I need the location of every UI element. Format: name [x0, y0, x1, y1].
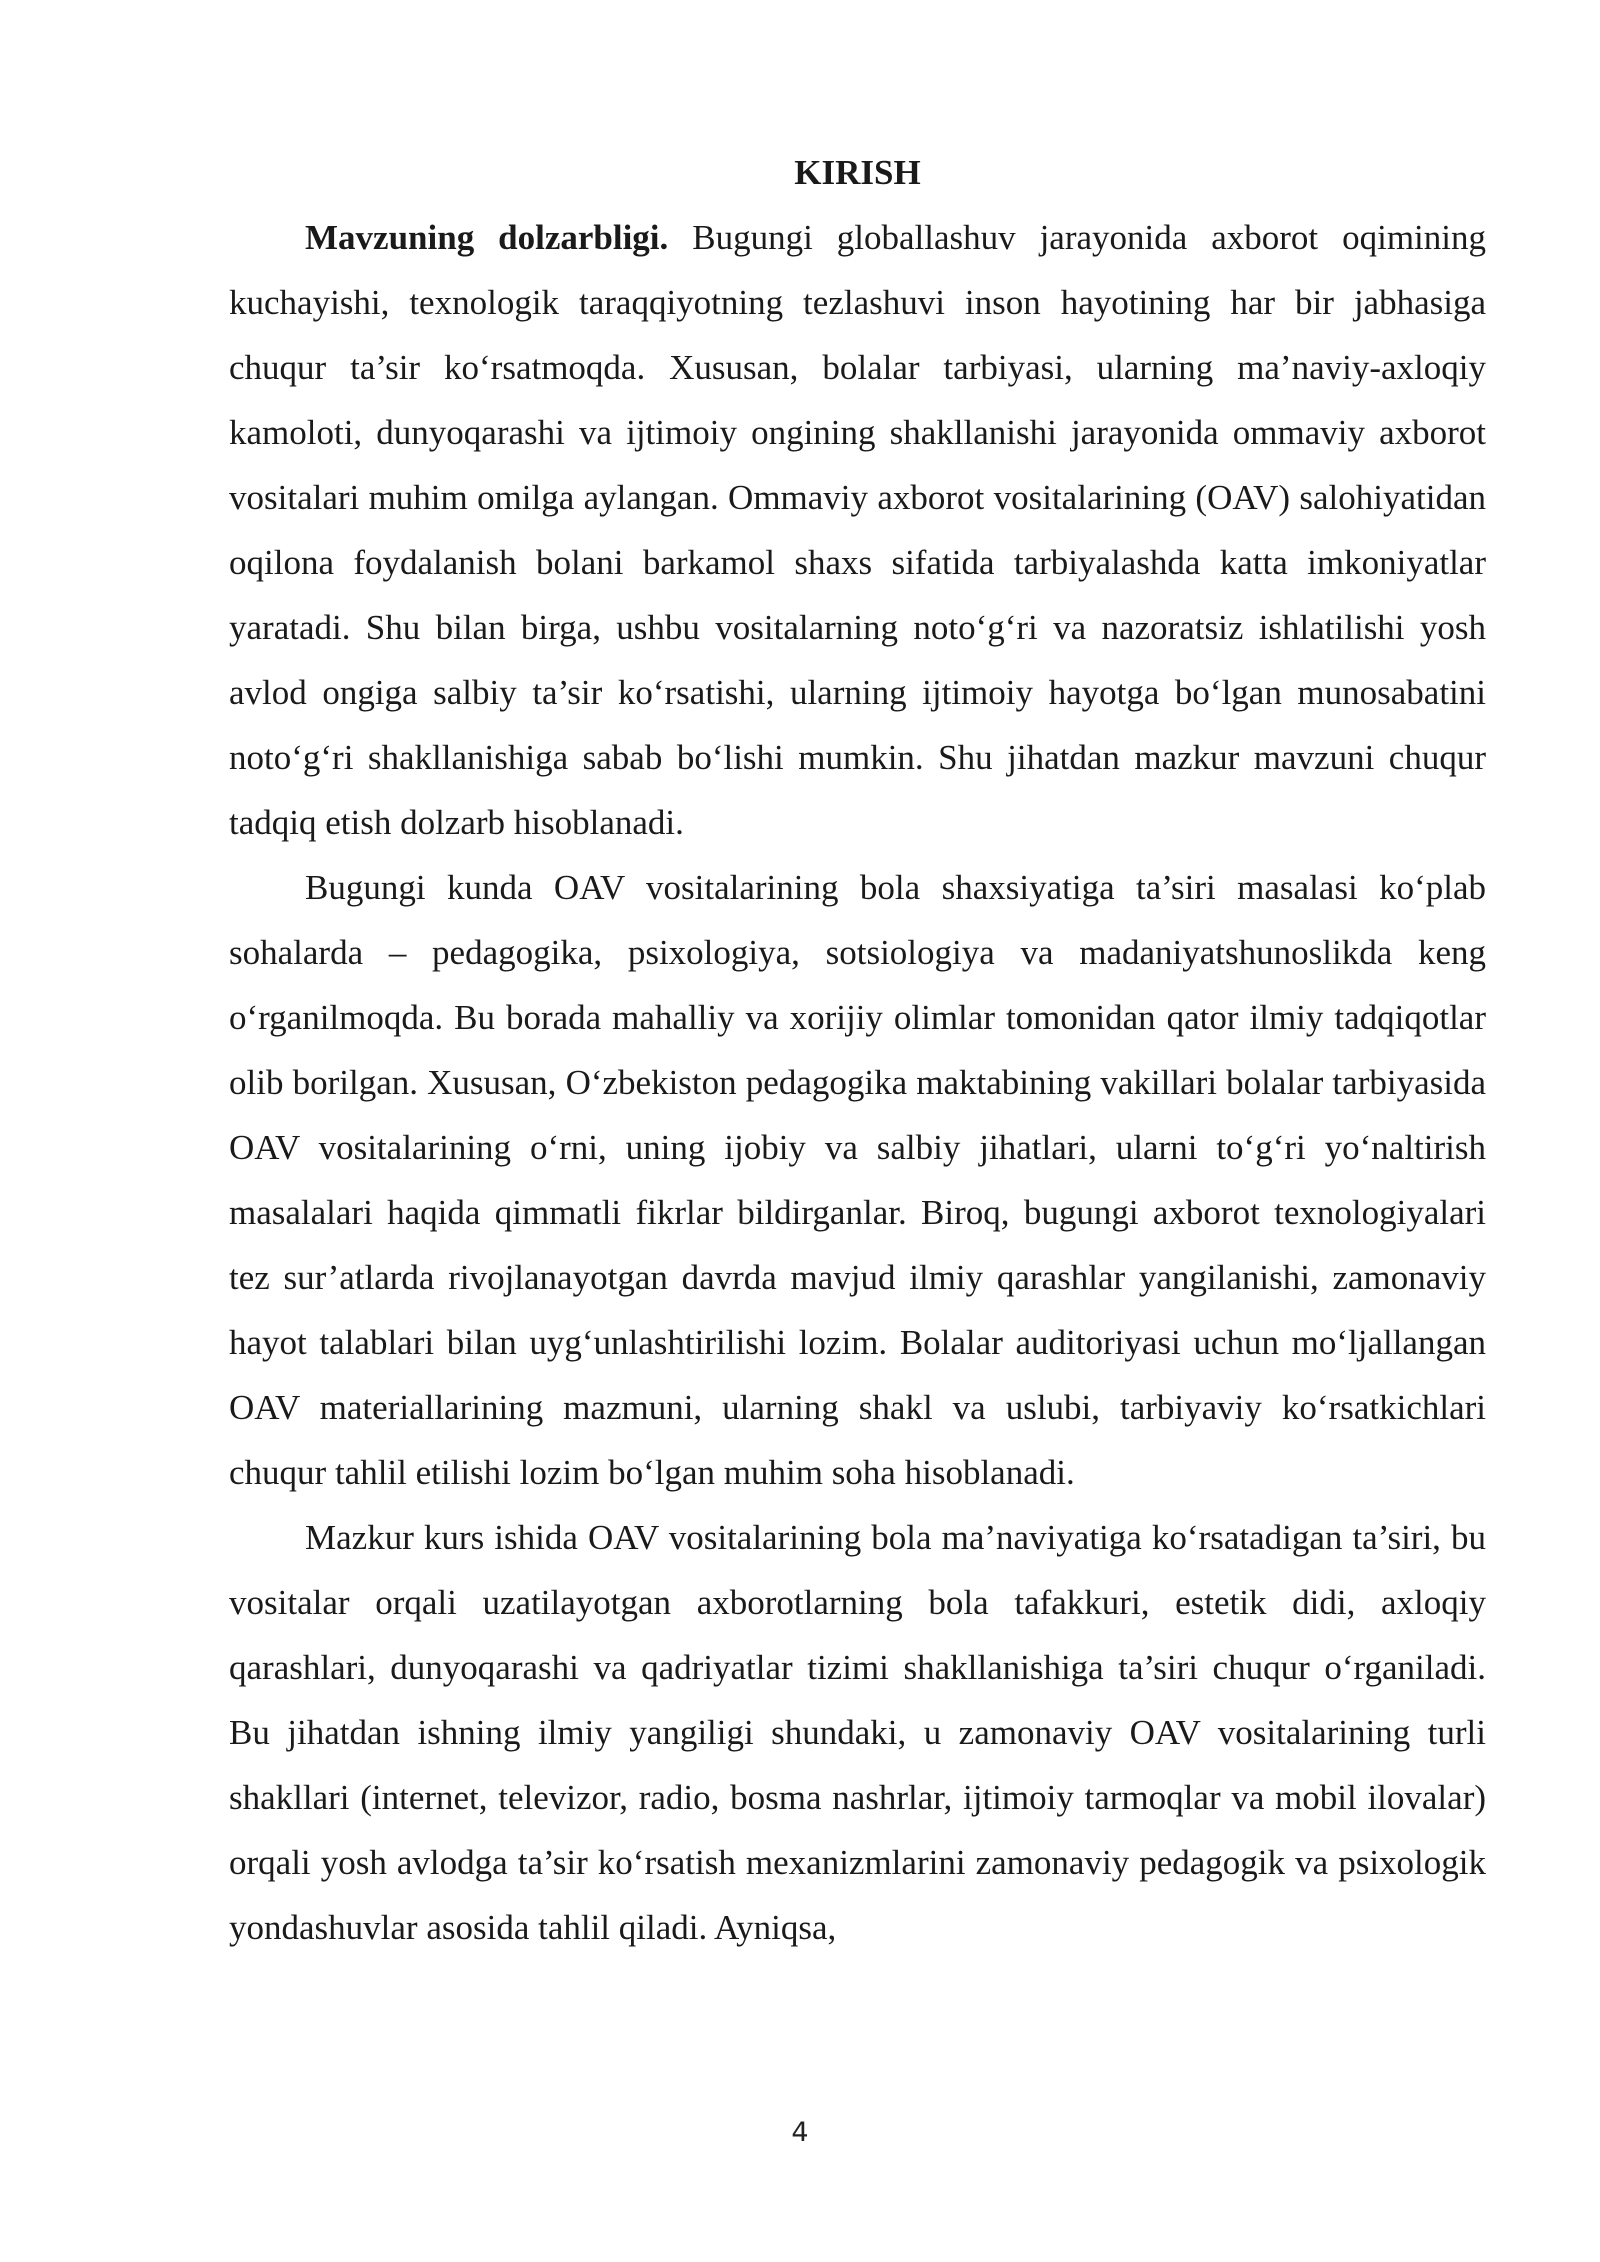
paragraph-relevance [229, 205, 1486, 855]
paragraph-text: Bugungi globallashuv jarayonida axborot oqimining kuchayishi, texnologik taraqqiyotning tezlashuvi inson hayotining har bir jabhasiga chuqur ta’sir ko‘rsatmoqda. Xususan, bolalar tarbiyasi, ularning ma’naviy-axloqiy kamoloti, dunyoqarashi va ijtimoiy ongining shakllanishi jarayonida ommaviy axborot vositalari muhim omilga aylangan. Ommaviy axborot vositalarining (OAV) salohiyatidan oqilona foydalanish bolani barkamol shaxs sifatida tarbiyalashda katta imkoniyatlar yaratadi. Shu bilan birga, ushbu vositalarning noto‘g‘ri va nazoratsiz ishlatilishi yosh avlod ongiga salbiy ta’sir ko‘rsatishi, ularning ijtimoiy hayotga bo‘lgan munosabatini noto‘g‘ri shakllanishiga sabab bo‘lishi mumkin. Shu jihatdan mazkur mavzuni chuqur tadqiq etish dolzarb hisoblanadi. [229, 218, 1486, 842]
paragraph-research-state: Bugungi kunda OAV vositalarining bola shaxsiyatiga ta’siri masalasi ko‘plab sohalarda – pedagogika, psixologiya, sotsiologiya va madaniyatshunoslikda keng o‘rganilmoqda. Bu borada mahalliy va xorijiy olimlar tomonidan qator ilmiy tadqiqotlar olib borilgan. Xususan, O‘zbekiston pedagogika maktabining vakillari bolalar tarbiyasida OAV vositalarining o‘rni, uning ijobiy va salbiy jihatlari, ularni to‘g‘ri yo‘naltirish masalalari haqida qimmatli fikrlar bildirganlar. Biroq, bugungi axborot texnologiyalari tez sur’atlarda rivojlanayotgan davrda mavjud ilmiy qarashlar yangilanishi, zamonaviy hayot talablari bilan uyg‘unlashtirilishi lozim. Bolalar auditoriyasi uchun mo‘ljallangan OAV materiallarining mazmuni, ularning shakl va uslubi, tarbiyaviy ko‘rsatkichlari chuqur tahlil etilishi lozim bo‘lgan muhim soha hisoblanadi. [229, 868, 1486, 1492]
paragraph-novelty: Mazkur kurs ishida OAV vositalarining bola ma’naviyatiga ko‘rsatadigan ta’siri, bu vositalar orqali uzatilayotgan axborotlarning bola tafakkuri, estetik didi, axloqiy qarashlari, dunyoqarashi va qadriyatlar tizimi shakllanishiga ta’siri chuqur o‘rganiladi. Bu jihatdan ishning ilmiy yangiligi shundaki, u zamonaviy OAV vositalarining turli shakllari (internet, televizor, radio, bosma nashrlar, ijtimoiy tarmoqlar va mobil ilovalar) orqali yosh avlodga ta’sir ko‘rsatish mexanizmlarini zamonaviy pedagogik va psixologik yondashuvlar asosida tahlil qiladi. Ayniqsa, [229, 1518, 1486, 1947]
paragraph-lead: Mavzuning dolzarbligi. [305, 218, 669, 257]
page-number: 4 [791, 2117, 809, 2148]
page-content [229, 140, 1486, 1960]
section-heading: KIRISH [794, 153, 921, 192]
